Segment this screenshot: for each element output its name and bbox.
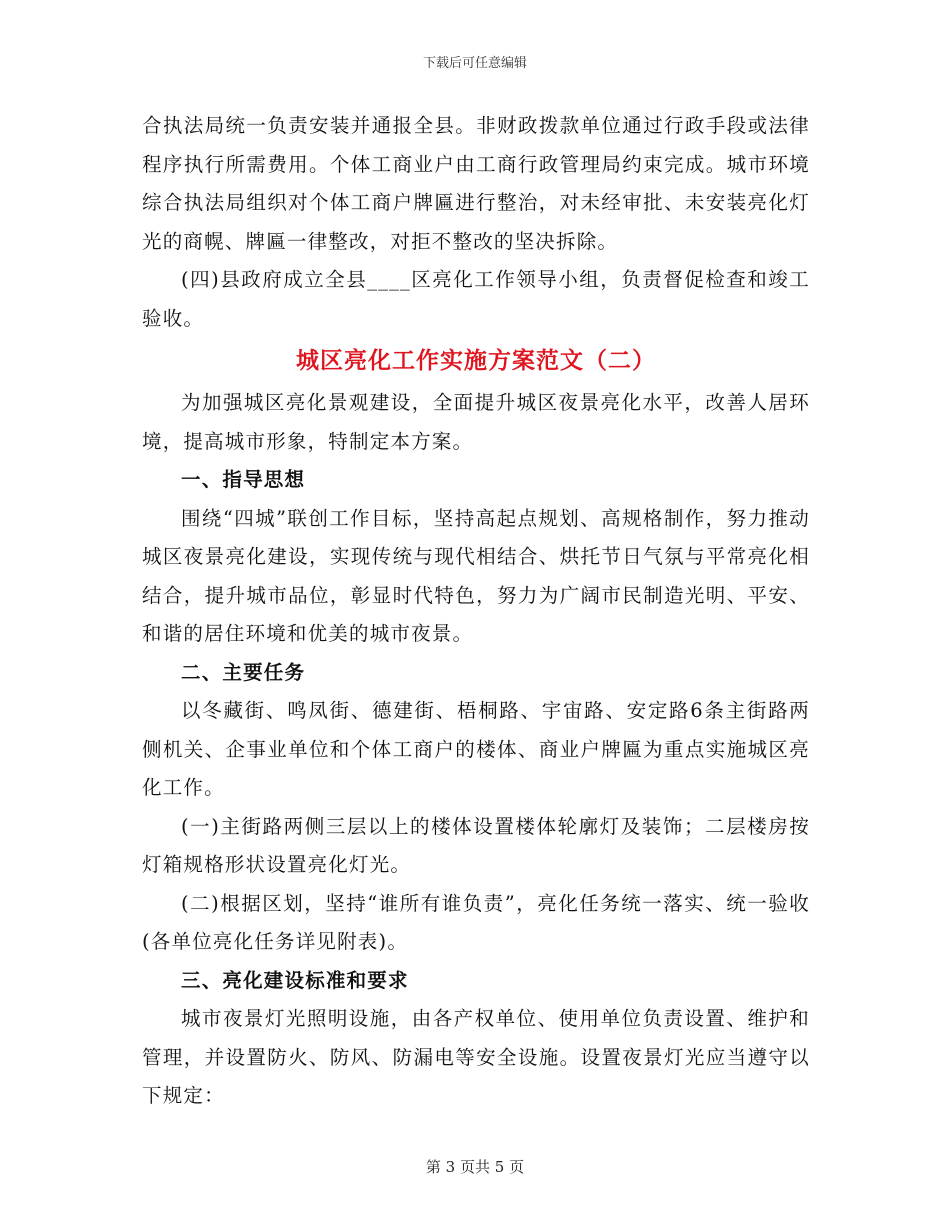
section-title: 城区亮化工作实施方案范文（二） xyxy=(296,347,656,374)
paragraph: 以冬藏街、鸣凤街、德建街、梧桐路、宇宙路、安定路6条主街路两侧机关、企事业单位和个体工商户的楼体、商业户牌匾为重点实施城区亮化工作。 xyxy=(142,699,810,799)
section-heading: 三、亮化建设标准和要求 xyxy=(181,968,409,992)
paragraph: (一)主街路两侧三层以上的楼体设置楼体轮廓灯及装饰；二层楼房按灯箱规格形状设置亮化灯光。 xyxy=(142,814,810,876)
paragraph: (四)县政府成立全县____区亮化工作领导小组，负责督促检查和竣工验收。 xyxy=(142,268,810,330)
paragraph: 合执法局统一负责安装并通报全县。非财政拨款单位通过行政手段或法律程序执行所需费用。个体工商业户由工商行政管理局约束完成。城市环境综合执法局组织对个体工商户牌匾进行整治，对未经审批、未安装亮化灯光的商幌、牌匾一律整改，对拒不整改的坚决拆除。 xyxy=(142,114,810,253)
section-heading: 二、主要任务 xyxy=(181,660,306,684)
document-body xyxy=(142,107,810,1116)
paragraph: 为加强城区亮化景观建设，全面提升城区夜景亮化水平，改善人居环境，提高城市形象，特制定本方案。 xyxy=(142,391,810,453)
section-heading: 一、指导思想 xyxy=(181,468,306,491)
page-footer: 第 3 页共 5 页 xyxy=(425,1158,525,1176)
paragraph: 围绕“四城”联创工作目标，坚持高起点规划、高规格制作，努力推动城区夜景亮化建设，实现传统与现代相结合、烘托节日气氛与平常亮化相结合，提升城市品位，彰显时代特色，努力为广阔市民制造光明、平安、和谐的居住环境和优美的城市夜景。 xyxy=(142,506,810,645)
page-header: 下载后可任意编辑 xyxy=(422,56,527,71)
paragraph: 城市夜景灯光照明设施，由各产权单位、使用单位负责设置、维护和管理，并设置防火、防风、防漏电等安全设施。设置夜景灯光应当遵守以下规定： xyxy=(142,1007,810,1107)
paragraph: (二)根据区划，坚持“谁所有谁负责”，亮化任务统一落实、统一验收(各单位亮化任务详见附表)。 xyxy=(142,891,810,953)
